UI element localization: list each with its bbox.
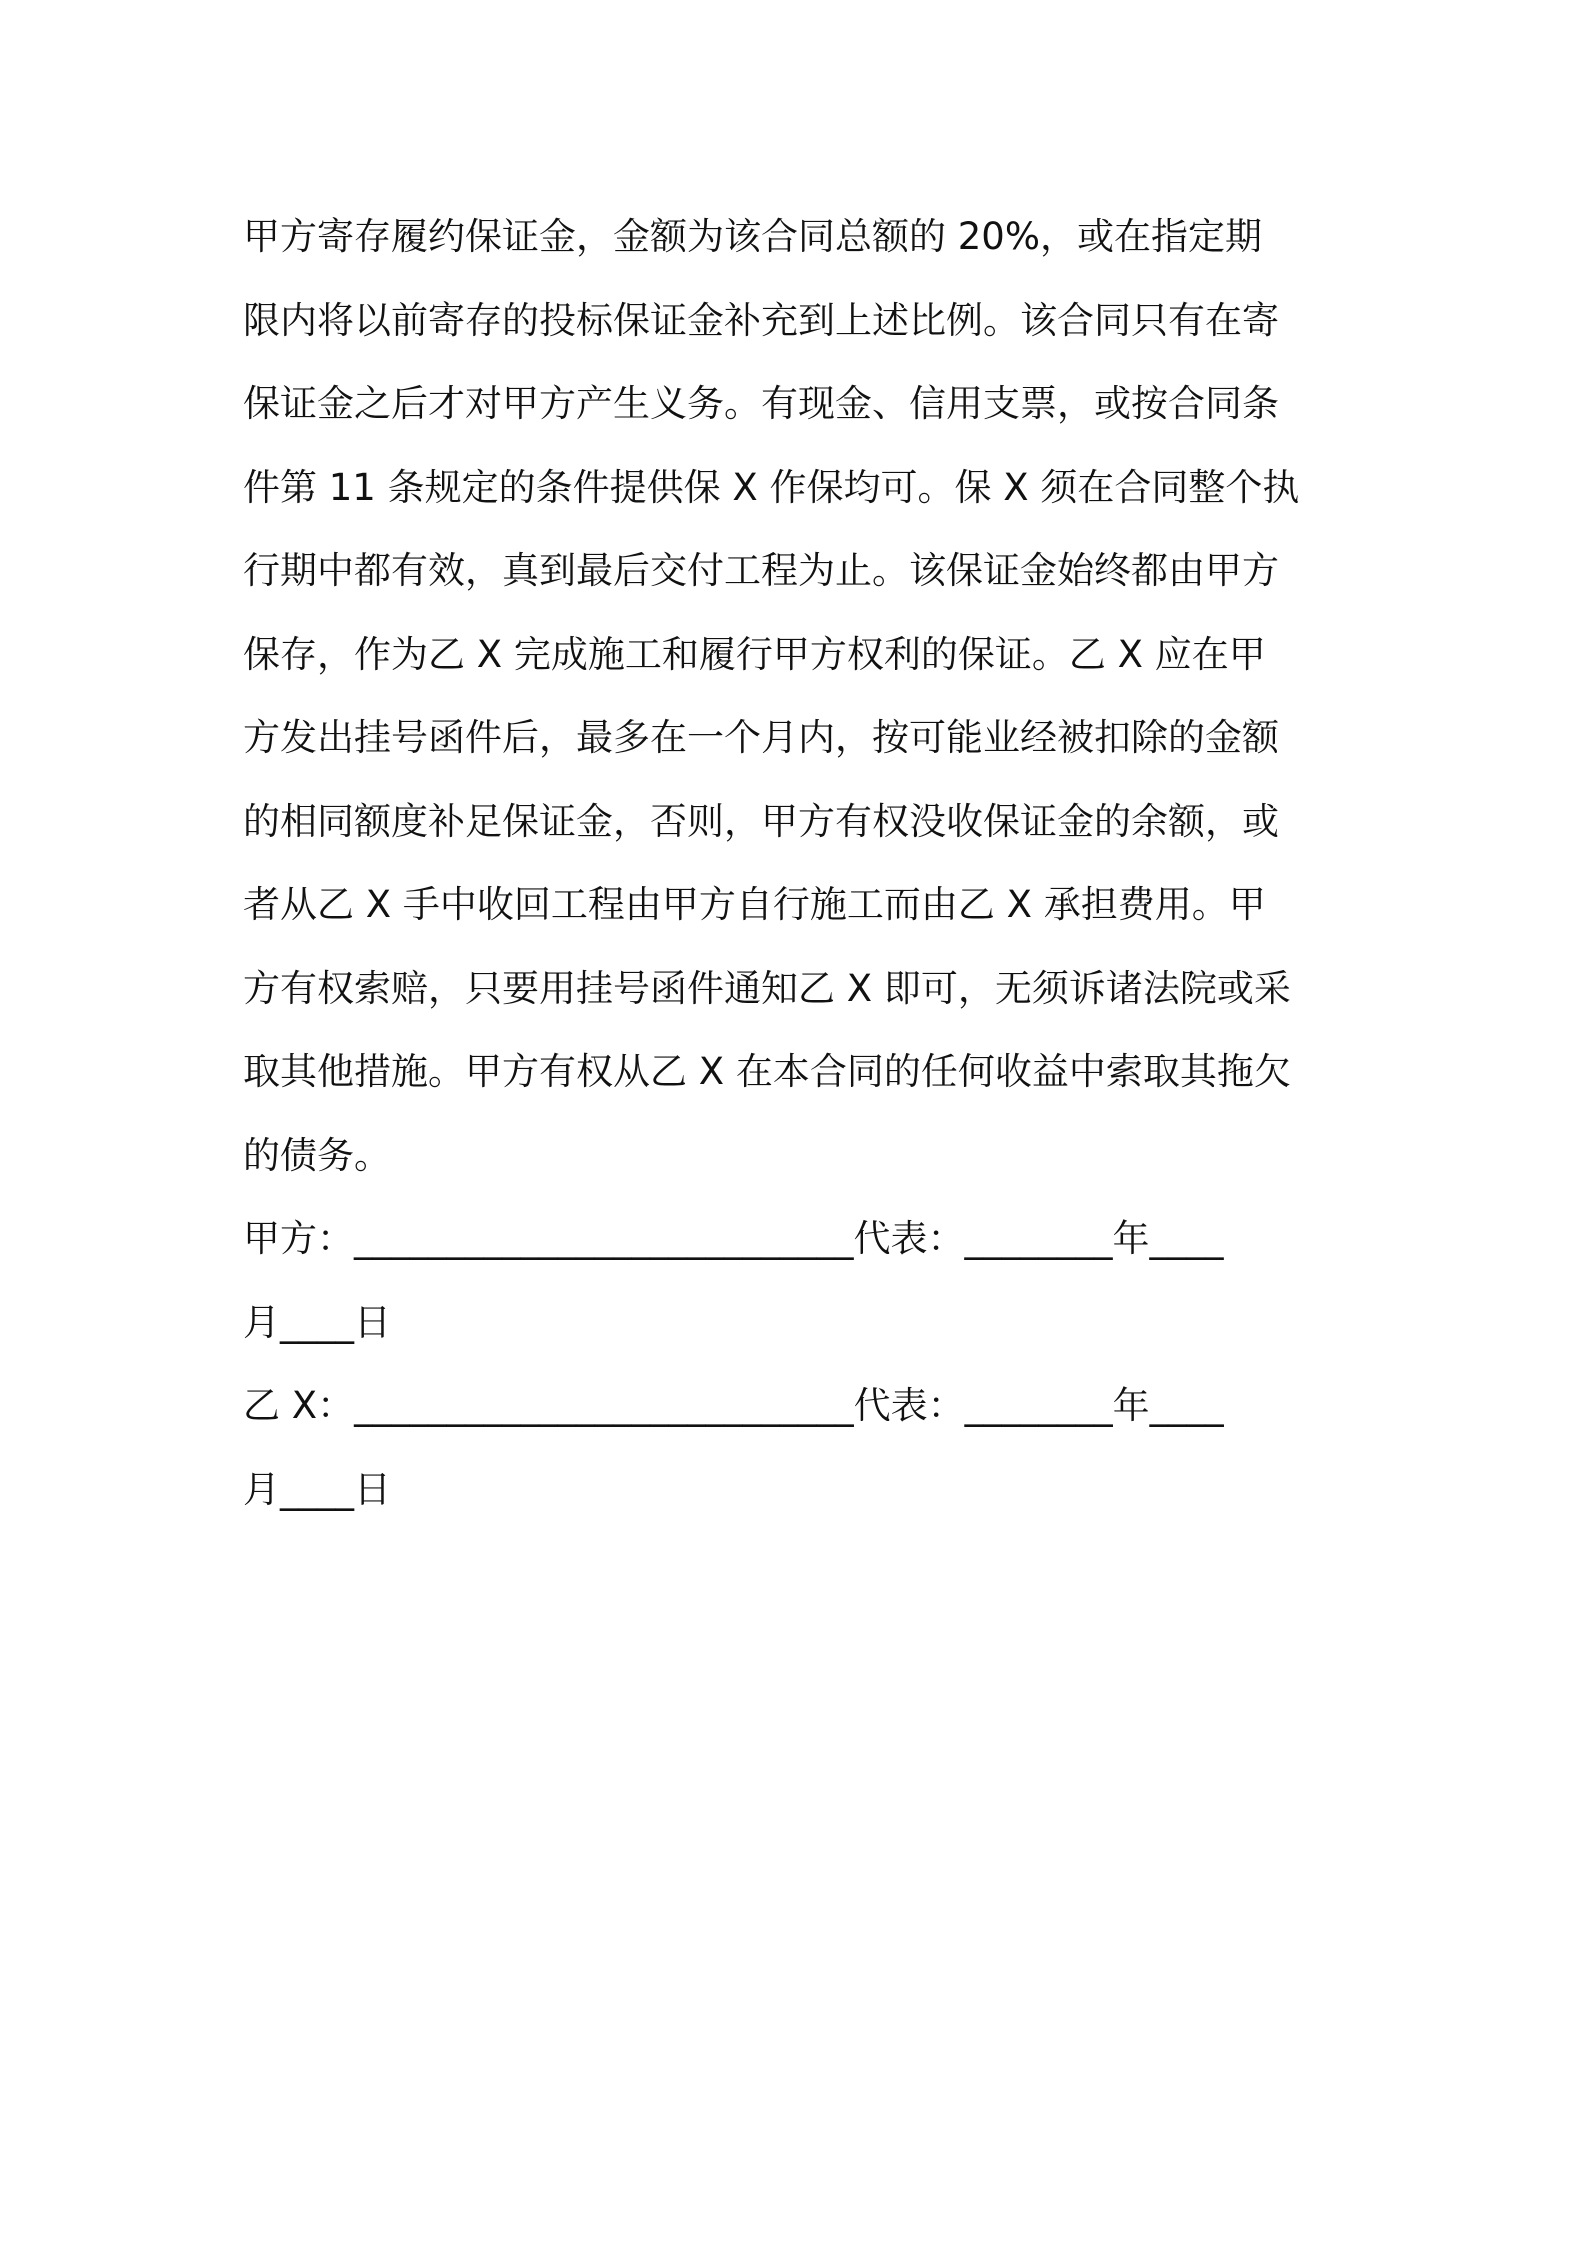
body-line: 方发出挂号函件后，最多在一个月内，按可能业经被扣除的金额	[243, 716, 1279, 759]
body-line: 限内将以前寄存的投标保证金补充到上述比例。该合同只有在寄	[243, 298, 1279, 342]
signature-b-line-2: 月____日	[243, 1467, 391, 1511]
signature-a-line-2: 月____日	[243, 1300, 391, 1344]
body-line: 取其他措施。甲方有权从乙 X 在本合同的任何收益中索取其拖欠	[243, 1050, 1291, 1093]
body-line: 的相同额度补足保证金，否则，甲方有权没收保证金的余额，或	[243, 799, 1279, 843]
body-line: 方有权索赔，只要用挂号函件通知乙 X 即可，无须诉诸法院或采	[243, 966, 1291, 1010]
body-line: 行期中都有效，真到最后交付工程为止。该保证金始终都由甲方	[243, 549, 1279, 592]
body-line: 的债务。	[243, 1133, 391, 1177]
signature-b-line-1: 乙 X：___________________________代表：________年____	[243, 1384, 1224, 1427]
signature-party-a	[243, 1197, 1355, 1364]
signature-a-line-1: 甲方：___________________________代表：________年____	[243, 1217, 1224, 1260]
signature-party-b	[243, 1364, 1355, 1531]
body-line: 保证金之后才对甲方产生义务。有现金、信用支票，或按合同条	[243, 382, 1279, 425]
document-body	[243, 195, 1355, 1531]
body-line: 件第 11 条规定的条件提供保 X 作保均可。保 X 须在合同整个执	[243, 465, 1300, 509]
body-line: 者从乙 X 手中收回工程由甲方自行施工而由乙 X 承担费用。甲	[243, 883, 1266, 926]
body-line: 甲方寄存履约保证金，金额为该合同总额的 20%，或在指定期	[243, 215, 1262, 258]
body-line: 保存，作为乙 X 完成施工和履行甲方权利的保证。乙 X 应在甲	[243, 632, 1266, 676]
